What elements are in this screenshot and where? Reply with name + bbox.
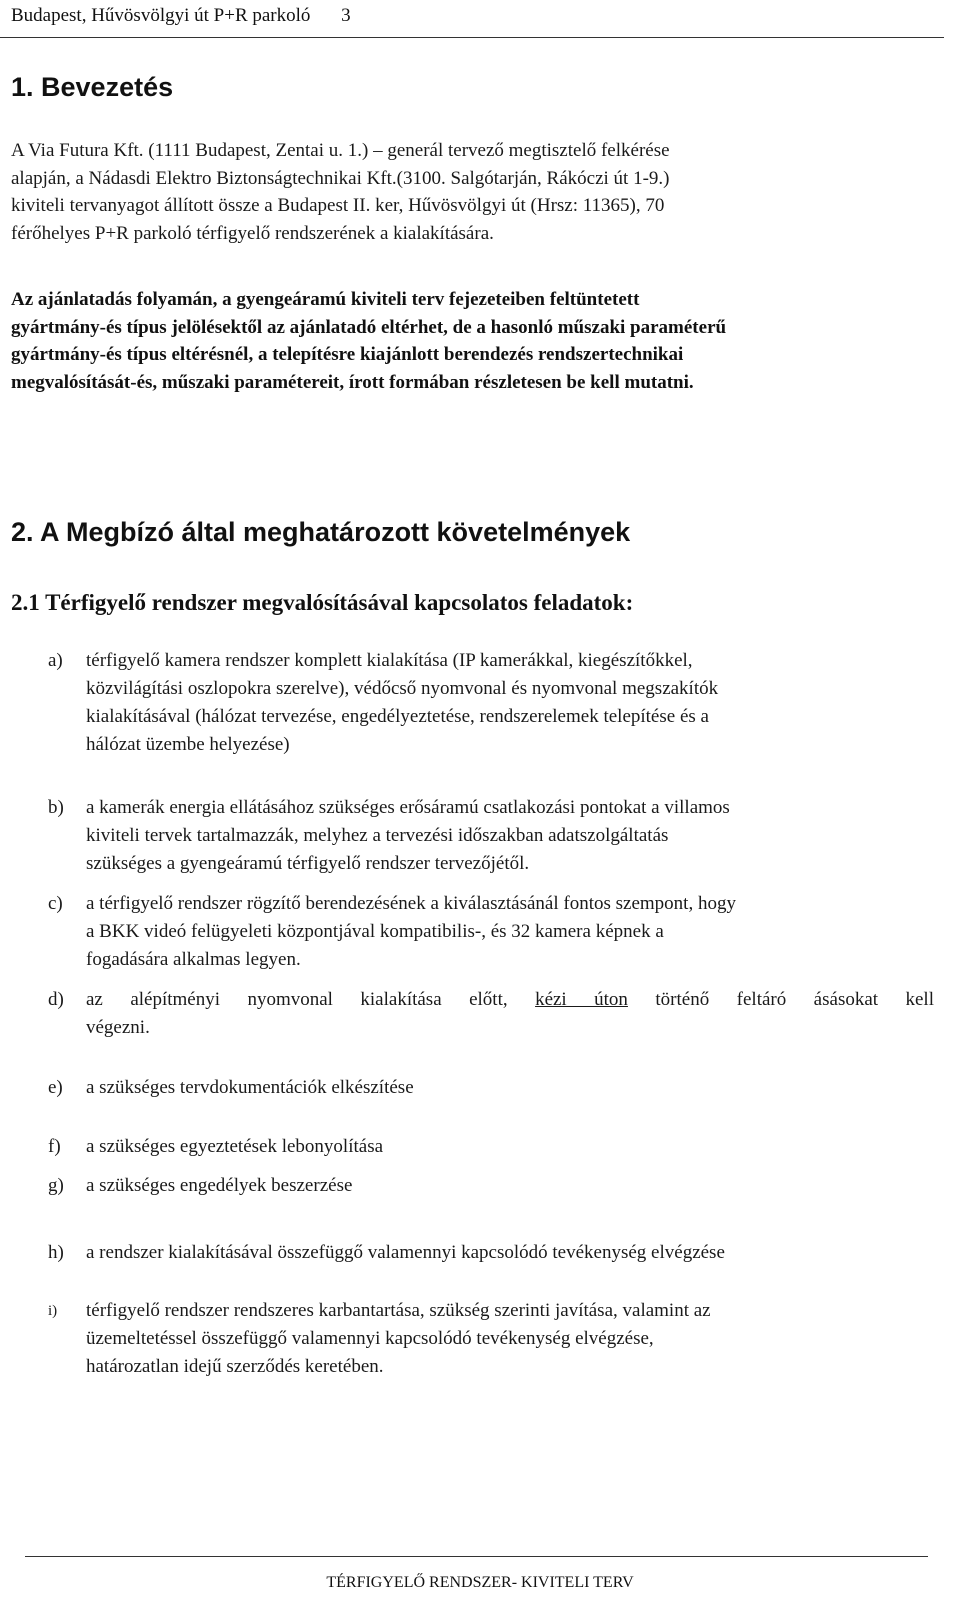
list-item-line: a szükséges tervdokumentációk elkészítése — [86, 1077, 414, 1098]
list-item-text: történő feltáró ásásokat kell — [655, 989, 934, 1010]
list-item-line: végezni. — [86, 1017, 150, 1038]
list-marker: g) — [48, 1175, 64, 1196]
list-item-text: az alépítményi nyomvonal kialakítása előtt, — [86, 989, 508, 1010]
list-item-line: üzemeltetéssel összefüggő valamennyi kapcsolódó tevékenység elvégzése, — [86, 1328, 654, 1349]
bidding-note-line: Az ajánlatadás folyamán, a gyengeáramú kiviteli terv fejezeteiben feltüntetett — [11, 289, 640, 310]
intro-line: A Via Futura Kft. (1111 Budapest, Zentai u. 1.) – generál tervező megtisztelő felkérése — [11, 140, 670, 161]
list-marker: a) — [48, 650, 63, 671]
list-marker: h) — [48, 1242, 64, 1263]
underlined-text: kézi úton — [535, 989, 628, 1010]
intro-paragraph — [11, 137, 936, 247]
list-marker: c) — [48, 893, 63, 914]
header-title: Budapest, Hűvösvölgyi út P+R parkoló — [11, 5, 311, 26]
list-marker: i) — [48, 1303, 58, 1319]
list-item-i — [48, 1297, 934, 1381]
list-marker: b) — [48, 797, 64, 818]
list-item-line: szükséges a gyengeáramú térfigyelő rendszer tervezőjétől. — [86, 853, 530, 874]
list-item-line: térfigyelő rendszer rendszeres karbantartása, szükség szerinti javítása, valamint az — [86, 1300, 711, 1321]
list-item-line — [86, 986, 934, 1014]
list-item-d — [48, 986, 934, 1042]
list-marker: d) — [48, 989, 64, 1010]
list-item-line: a szükséges egyeztetések lebonyolítása — [86, 1136, 384, 1157]
list-item-line: a rendszer kialakításával összefüggő valamennyi kapcsolódó tevékenység elvégzése — [86, 1242, 725, 1263]
page-number: 3 — [341, 5, 351, 26]
intro-line: kiviteli tervanyagot állított össze a Budapest II. ker, Hűvösvölgyi út (Hrsz: 11365), 70 — [11, 195, 665, 216]
list-item-h — [48, 1239, 934, 1267]
list-item-line: hálózat üzembe helyezése) — [86, 734, 290, 755]
list-item-line: a kamerák energia ellátásához szükséges erősáramú csatlakozási pontokat a villamos — [86, 797, 730, 818]
bidding-note-line: megvalósítását-és, műszaki paramétereit, írott formában részletesen be kell mutatni. — [11, 371, 694, 393]
intro-line: férőhelyes P+R parkoló térfigyelő rendszerének a kialakítására. — [11, 222, 494, 244]
list-marker: f) — [48, 1136, 61, 1157]
footer-text: TÉRFIGYELŐ RENDSZER- KIVITELI TERV — [326, 1574, 634, 1591]
list-item-g — [48, 1172, 934, 1200]
list-item-line: a térfigyelő rendszer rögzítő berendezésének a kiválasztásánál fontos szempont, hogy — [86, 893, 736, 914]
footer-rule — [25, 1556, 928, 1557]
bidding-note-line: gyártmány-és típus jelölésektől az ajánlatadó eltérhet, de a hasonló műszaki paraméterű — [11, 316, 727, 338]
bidding-note-line: gyártmány-és típus eltérésnél, a telepítésre kiajánlott berendezés rendszertechnikai — [11, 344, 684, 365]
section-2-1-heading: 2.1 Térfigyelő rendszer megvalósításával kapcsolatos feladatok: — [11, 590, 634, 615]
list-item-line: határozatlan idejű szerződés keretében. — [86, 1356, 384, 1377]
list-item-line: közvilágítási oszlopokra szerelve), védőcső nyomvonal és nyomvonal megszakítók — [86, 678, 719, 699]
list-item-a — [48, 647, 934, 759]
header-rule — [0, 37, 944, 38]
list-marker: e) — [48, 1077, 63, 1098]
section-1-heading: 1. Bevezetés — [11, 72, 174, 102]
list-item-line: kialakításával (hálózat tervezése, engedélyeztetése, rendszerelemek telepítése és a — [86, 706, 709, 727]
list-item-c — [48, 890, 934, 974]
list-item-b — [48, 794, 934, 878]
list-item-e — [48, 1074, 934, 1102]
section-2-heading: 2. A Megbízó által meghatározott követelmények — [11, 517, 631, 547]
list-item-line: térfigyelő kamera rendszer komplett kialakítása (IP kamerákkal, kiegészítőkkel, — [86, 650, 693, 671]
list-item-line: a szükséges engedélyek beszerzése — [86, 1175, 353, 1196]
list-item-line: a BKK videó felügyeleti központjával kompatibilis-, és 32 kamera képnek a — [86, 921, 664, 942]
running-header — [11, 5, 351, 27]
list-item-line: fogadására alkalmas legyen. — [86, 949, 301, 970]
intro-line: alapján, a Nádasdi Elektro Biztonságtechnikai Kft.(3100. Salgótarján, Rákóczi út 1-9.) — [11, 167, 670, 189]
list-item-f — [48, 1133, 934, 1161]
bidding-note-paragraph — [11, 286, 936, 396]
list-item-line: kiviteli tervek tartalmazzák, melyhez a tervezési időszakban adatszolgáltatás — [86, 825, 669, 846]
